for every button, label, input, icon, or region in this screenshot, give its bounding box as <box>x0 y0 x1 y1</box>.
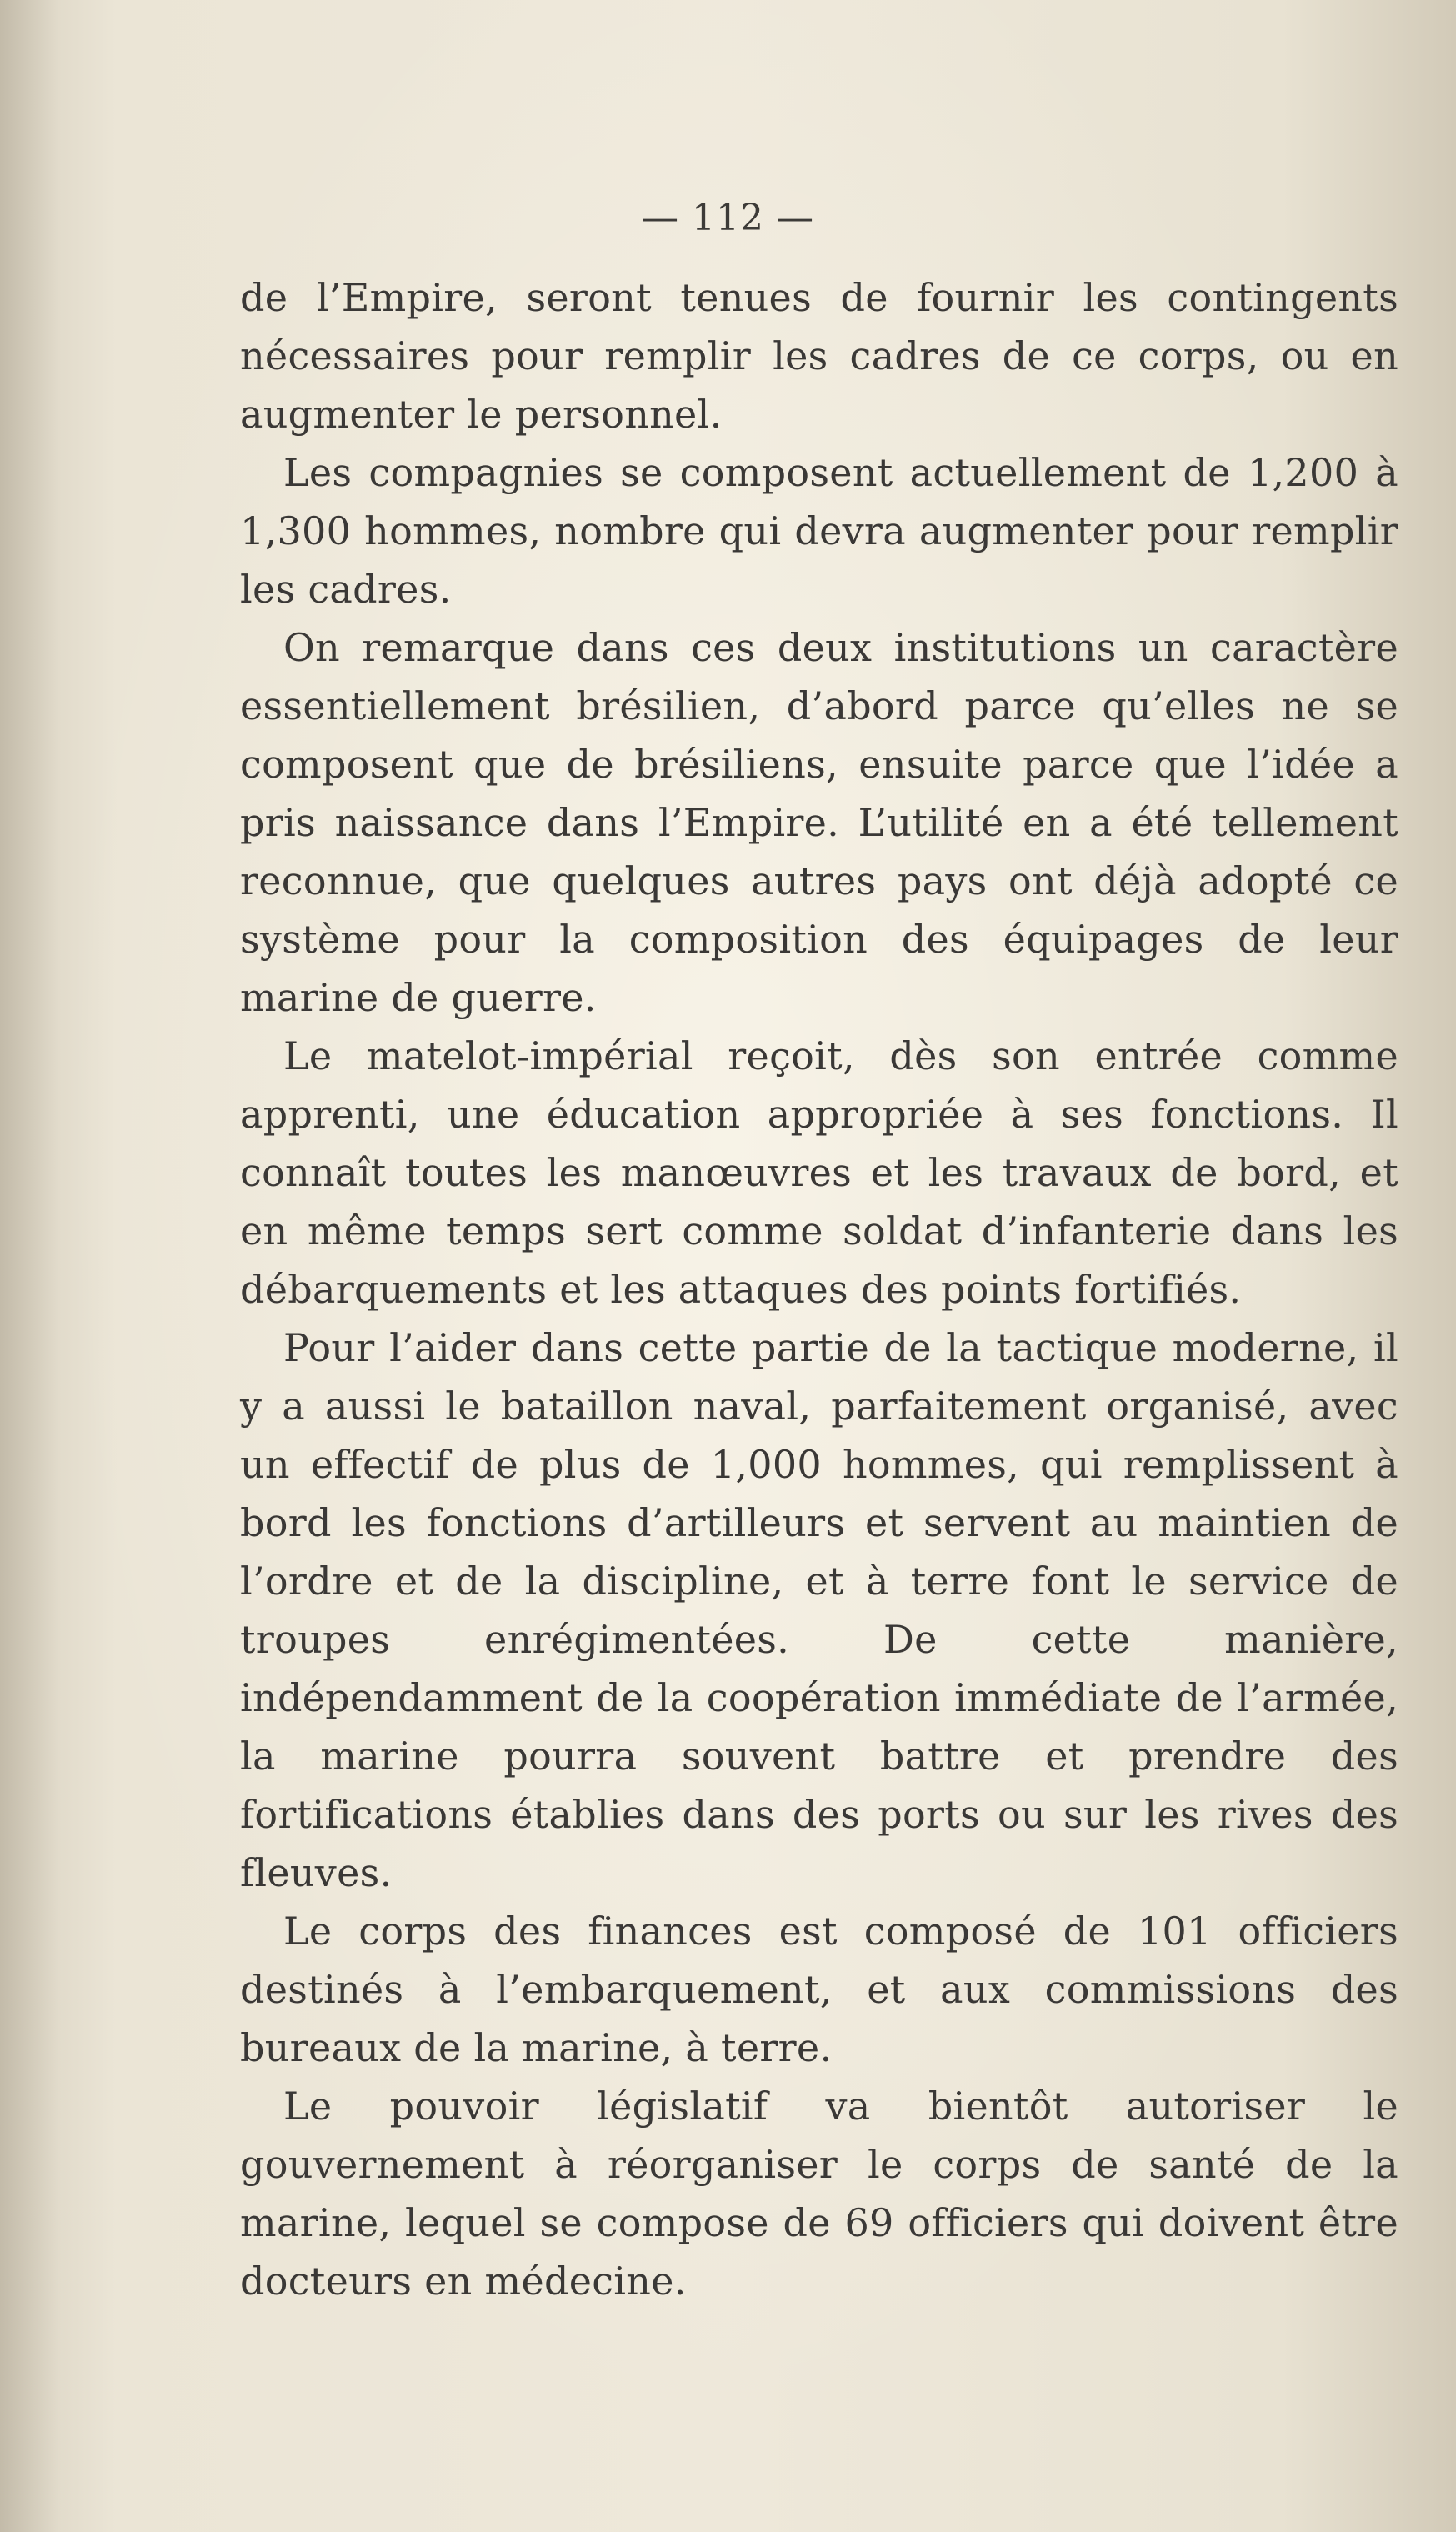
body-text <box>240 268 1398 2310</box>
paragraph-5: Pour l’aider dans cette partie de la tactique moderne, il y a aussi le bataillon naval, parfaitement organisé, avec un effectif de plus de 1,000 hommes, qui remplissent à bord les fonctions d’artilleurs et servent au maintien de l’ordre et de la discipline, et à terre font le service de troupes enrégimentées. De cette manière, indépendamment de la coopération immédiate de l’armée, la marine pourra souvent battre et prendre des fortifications établies dans des ports ou sur les rives des fleuves. <box>240 1325 1398 1895</box>
paragraph-1: de l’Empire, seront tenues de fournir les contingents nécessaires pour remplir les cadres de ce corps, ou en augmenter le personnel. <box>240 275 1398 437</box>
paragraph-2: Les compagnies se composent actuellement de 1,200 à 1,300 hommes, nombre qui devra augmenter pour remplir les cadres. <box>240 450 1398 612</box>
page-number: — 112 — <box>642 197 814 239</box>
paragraph-4: Le matelot-impérial reçoit, dès son entrée comme apprenti, une éducation appropriée à ses fonctions. Il connaît toutes les manœuvres et les travaux de bord, et en même temps sert comme soldat d’infanterie dans les débarquements et les attaques des points fortifiés. <box>240 1033 1398 1312</box>
paragraph-7: Le pouvoir législatif va bientôt autoriser le gouvernement à réorganiser le corps de santé de la marine, lequel se compose de 69 officiers qui doivent être docteurs en médecine. <box>240 2084 1398 2304</box>
paragraph-6: Le corps des finances est composé de 101 officiers destinés à l’embarquement, et aux commissions des bureaux de la marine, à terre. <box>240 1909 1398 2070</box>
paragraph-3: On remarque dans ces deux institutions un caractère essentiellement brésilien, d’abord parce qu’elles ne se composent que de brésiliens, ensuite parce que l’idée a pris naissance dans l’Empire. L’utilité en a été tellement reconnue, que quelques autres pays ont déjà adopté ce système pour la composition des équipages de leur marine de guerre. <box>240 625 1398 1020</box>
